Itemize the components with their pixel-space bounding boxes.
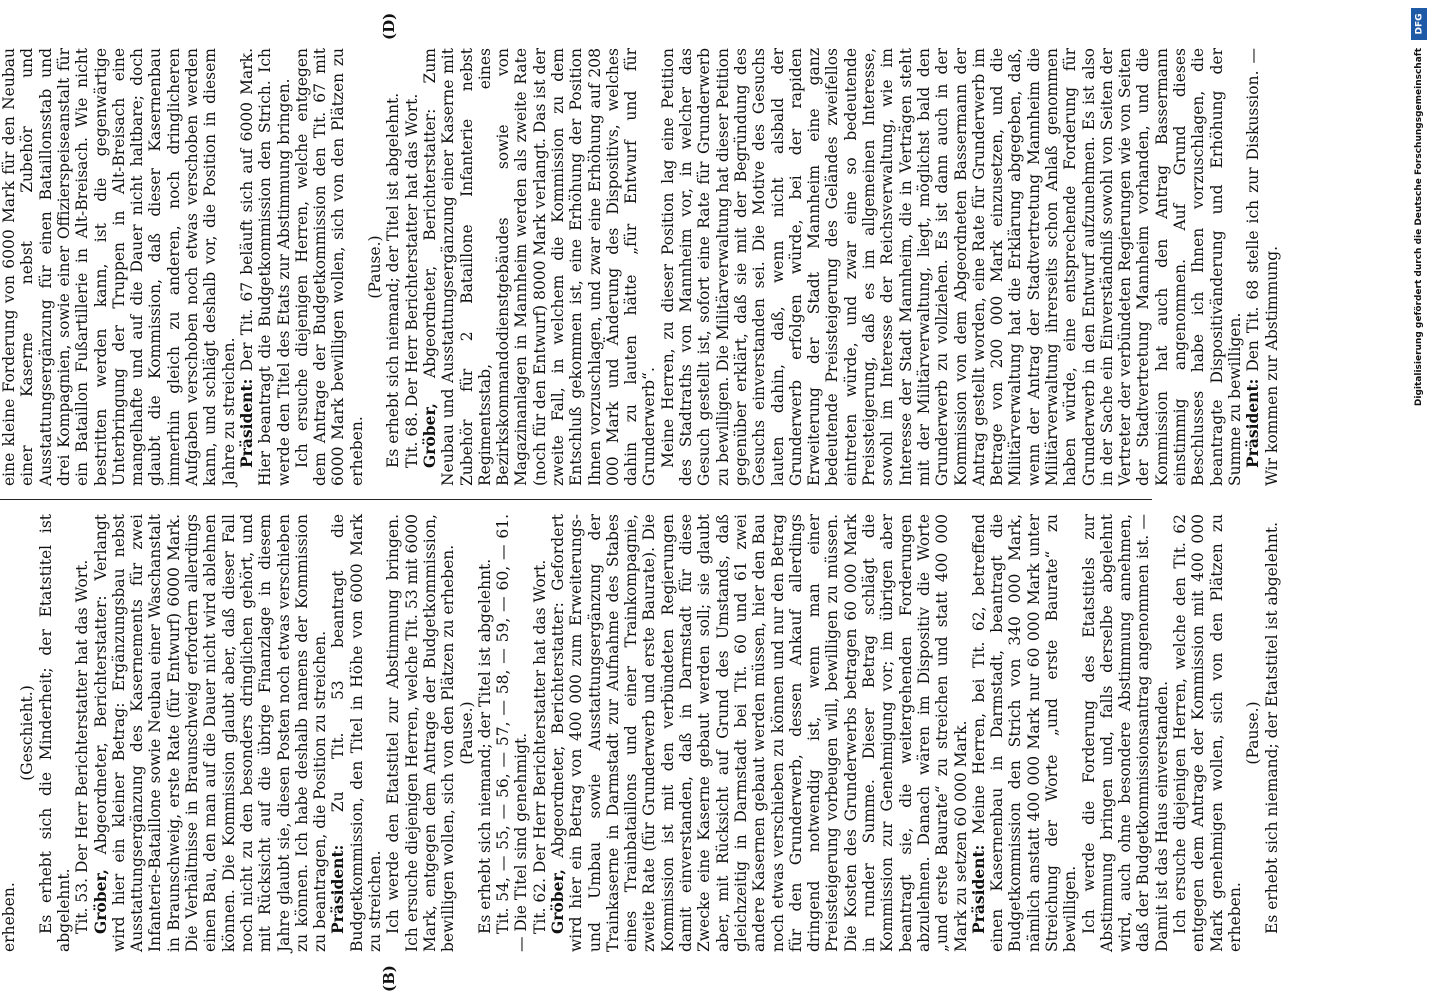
paragraph — [1263, 514, 1281, 952]
paragraph — [238, 48, 293, 486]
paragraph-text: (Pause.) — [457, 701, 476, 765]
paragraph-text: erheben. — [0, 882, 19, 952]
paragraph-text: Tit. 53. Der Herr Berichterstatter hat das Wort. — [73, 559, 92, 934]
paragraph-text: Abgeordneter, Berichterstatter: Verlangt wird hier ein kleiner Betrag: Ergänzungsbau nebst Ausstattungsergänzung des Kasernements für zwei Infanterie-Bataillone sowie Neubau einer Waschanstalt in Braunschweig, erste Rate (für Entwurf) 6000 Mark. Die Verhältnisse in Braunschweig erfordern allerdings einen Bau, den man auf die Dauer nicht wird ablehnen können. Die Kommission glaubt aber, daß dieser Fall noch nicht zu den besonders dringlichen gehört, und mit Rücksicht auf die übrige Finanzlage in diesem Jahre glaubt sie, diesen Posten noch etwas verschieben zu können. Ich habe deshalb namens der Kommission zu beantragen, die Position zu streichen. — [91, 514, 330, 952]
column-divider — [0, 499, 1152, 500]
paragraph-text: Zu Tit. 53 beantragt die Budgetkommission, den Titel in Höhe von 6000 Mark zu streichen. — [329, 514, 385, 952]
paragraph — [366, 48, 384, 486]
dfg-logo-text: DFG — [1414, 13, 1425, 35]
paragraph — [0, 48, 238, 486]
speaker-name: Gröber, — [547, 869, 567, 934]
paragraph-text: Ich werde den Etatstitel zur Abstimmung bringen. Ich ersuche diejenigen Herren, welche Tit. 53 mit 6000 Mark, entgegen dem Antrage der Budgetkommission, bewilligen wollen, sich von den Plätzen zu erheben. — [384, 514, 458, 952]
paragraph — [384, 514, 457, 952]
speaker-name: Gröber, — [419, 403, 439, 468]
right-column — [0, 48, 1281, 486]
paragraph-text: Es erhebt sich niemand; der Etatstitel ist abgelehnt. — [1262, 521, 1281, 934]
paragraph-text: Meine Herren, zu dieser Position lag eine Petition des Stadtraths von Mannheim vor, in welcher das Gesuch gestellt ist, sofort eine Rate für Grunderwerb zu bewilligen. Die Militärverwaltung hat dieser Petition gegenüber erklärt, daß sie mit der Begründung des Gesuchs einverstanden sei. Die Motive des Gesuchs lauten dahin, daß, wenn nicht alsbald der Grunderwerb erfolgen würde, bei der rapiden Erweiterung der Stadt Mannheim eine ganz bedeutende Preissteigerung des Geländes zweifellos eintreten würde, und zwar eine so bedeutende Preissteigerung, daß es im allgemeinen Interesse, sowohl im Interesse der Reichsverwaltung, wie im Interesse der Stadt Mannheim, die in Verträgen steht mit der Militärverwaltung, liegt, möglichst bald den Grunderwerb zu vollziehen. Es ist dann auch in der Kommission von dem Abgeordneten Bassermann der Antrag gestellt worden, eine Rate für Grunderwerb im Betrage von 200 000 Mark einzusetzen, und die Militärverwaltung hat die Erklärung abgegeben, daß, wenn der Antrag der Stadtvertretung Mannheim die Militärverwaltung ihrerseits schon Anlaß genommen haben würde, eine entsprechende Forderung für Grunderwerb in den Entwurf aufzunehmen. Es ist also in der Sache ein Einverständniß sowohl von Seiten der Vertreter der verbündeten Regierungen wie von Seiten der Stadtvertretung Mannheim vorhanden, und die Kommission hat auch den Antrag Bassermann einstimmig angenommen. Auf Grund dieses Beschlusses habe ich Ihnen vorzuschlagen, die beantragte Dispositivänderung und Erhöhung der Summe zu bewilligen. — [658, 48, 1244, 486]
paragraph — [458, 514, 476, 952]
digitization-credit: Digitalisierung gefördert durch die Deutsche Forschungsgemeinschaft — [1414, 48, 1424, 407]
paragraph — [384, 48, 402, 486]
paragraph — [329, 514, 384, 952]
paragraph — [1080, 514, 1171, 952]
paragraph — [659, 48, 1245, 486]
paragraph-text: Den Tit. 68 stelle ich zur Diskussion. — Wir kommen zur Abstimmung. — [1244, 48, 1281, 486]
paragraph-text: (Pause.) — [366, 235, 385, 299]
paragraph — [1244, 48, 1281, 486]
paragraph — [531, 514, 549, 952]
speaker-name: Präsident: — [328, 844, 348, 934]
paragraph-text: (Geschieht.) — [18, 685, 37, 781]
paragraph-text: eine kleine Forderung von 6000 Mark für den Neubau einer Kaserne nebst Zubehör und Ausstattungsergänzung für einen Bataillonsstab und drei Kompagnien, sowie einer Offizierspeiseanstalt für ein Bataillon Fußartillerie in Alt-Breisach. Wie nicht bestritten werden kann, ist die gegenwärtige Unterbringung der Truppen in Alt-Breisach eine mangelhafte und auf die Dauer nicht haltbare; doch glaubt die Kommission, daß dieser Kasernenbau immerhin gleich zu anderen, noch dringlicheren Aufgaben verschoben noch etwas verschoben werden kann, und schlägt deshalb vor, die Position in diesem Jahre zu streichen. — [0, 48, 238, 486]
speaker-name: Präsident: — [968, 844, 988, 934]
left-column — [0, 514, 1281, 952]
paragraph-text: Tit. 68. Der Herr Berichterstatter hat das Wort. — [402, 93, 421, 468]
paragraph — [1244, 514, 1262, 952]
paragraph-text: Ich ersuche diejenigen Herren, welche entgegen dem Antrage der Budgetkommission den Tit. 67 mit 6000 Mark bewilligen wollen, sich von den Plätzen zu erheben. — [292, 48, 366, 486]
paragraph — [18, 514, 36, 952]
paragraph — [476, 514, 494, 952]
paragraph — [0, 514, 18, 952]
paragraph-text: (Pause.) — [1244, 701, 1263, 765]
paragraph — [970, 514, 1080, 952]
paragraph-text: Meine Herren, bei Tit. 62, betreffend einen Kasernenbau in Darmstadt, beantragt die Budgetkommission den Strich von 340 000 Mark, nämlich anstatt 400 000 Mark nur 60 000 Mark unter Streichung der Worte „und erste Baurate“ zu bewilligen. — [969, 514, 1080, 952]
paragraph-text: Abgeordneter, Berichterstatter: Gefordert wird hier ein Betrag von 400 000 zum Erweiterungs- und Umbau sowie Ausstattungsergänzung der Trainkaserne in Darmstadt zur Aufnahme des Stabes eines Trainbataillons und einer Trainkompagnie, zweite Rate (für Grunderwerb und erste Baurate). Die Kommission ist mit den verbündeten Regierungen damit einverstanden, daß in Darmstadt für diese Zwecke eine Kaserne gebaut werden soll; sie glaubt aber, mit Rücksicht auf Grund des Umstands, daß gleichzeitig in Darmstadt bei Tit. 60 und 61 zwei andere Kasernen gebaut werden müssen, hier den Bau noch etwas verschieben zu können und nur den Betrag für den Grunderwerb, dessen Ankauf allerdings dringend notwendig ist, wenn man einer Preissteigerung vorbeugen will, bewilligen zu müssen. Die Kosten des Grunderwerbs betragen 60 000 Mark in runder Summe. Dieser Betrag schlägt die Kommission zur Genehmigung vor; im übrigen aber beantragt sie, die weitergehenden Forderungen abzulehnen. Danach wären im Dispositiv die Worte „und erste Baurate“ zu streichen und statt 400 000 Mark zu setzen 60 000 Mark. — [548, 514, 970, 952]
paragraph — [37, 514, 74, 952]
paragraph-text: Es erhebt sich die Minderheit; der Etatstitel ist abgelehnt. — [36, 514, 73, 952]
paragraph-text: Ich werde die Forderung des Etatstitels zur Abstimmung bringen und, falls derselbe abgelehnt wird, auch ohne besondere Abstimmung annehmen, daß der Budgetkommissionsantrag angenommen ist. — Damit ist das Haus einverstanden. — [1079, 514, 1171, 952]
paragraph — [403, 48, 421, 486]
digitization-sidebar — [1408, 0, 1430, 1000]
paragraph — [494, 514, 531, 952]
paragraph-text: Abgeordneter, Berichterstatter: Zum Neubau und Ausstattungsergänzung einer Kaserne mit Zubehör für 2 Bataillone Infanterie nebst Regimentsstab, eines Bezirkskommandodienstgebäudes sowie von Magazinanlagen in Mannheim werden als zweite Rate (noch für den Entwurf) 8000 Mark verlangt. Das ist der zweite Fall, in welchem die Kommission zu dem Entschluß gekommen ist, eine Erhöhung der Position Ihnen vorzuschlagen, und zwar eine Erhöhung auf 208 000 Mark und Änderung des Dispositivs, welches dahin zu lauten hätte „für Entwurf und für Grunderwerb“. — [420, 48, 659, 486]
paragraph — [1171, 514, 1244, 952]
paragraph — [549, 514, 970, 952]
speaker-name: Gröber, — [90, 869, 110, 934]
paragraph-text: Ich ersuche diejenigen Herren, welche den Tit. 62 entgegen dem Antrage der Kommission mit 400 000 Mark genehmigen wollen, sich von den Plätzen zu erheben. — [1171, 514, 1244, 952]
paragraph-text: Tit. 62. Der Herr Berichterstatter hat das Wort. — [530, 559, 549, 934]
dfg-logo-icon — [1411, 8, 1427, 40]
speaker-name: Präsident: — [236, 378, 256, 468]
paragraph-text: Der Tit. 67 beläuft sich auf 6000 Mark. Hier beantragt die Budgetkommission den Strich. Ich werde den Titel des Etats zur Abstimmung bringen. — [237, 48, 293, 486]
paragraph-text: Es erhebt sich niemand; der Titel ist abgelehnt. — [475, 558, 494, 934]
paragraph — [73, 514, 91, 952]
paragraph — [92, 514, 330, 952]
paragraph — [293, 48, 366, 486]
margin-mark-d: (D) — [380, 12, 398, 40]
margin-mark-b: (B) — [380, 965, 398, 992]
paragraph-text: Tit. 54, — 55, — 56, — 57, — 58, — 59, — 60, — 61. — Die Titel sind genehmigt. — [494, 514, 531, 952]
paragraph-text: Es erhebt sich niemand; der Titel ist abgelehnt. — [384, 92, 403, 468]
speaker-name: Präsident: — [1243, 378, 1263, 468]
paragraph — [421, 48, 659, 486]
